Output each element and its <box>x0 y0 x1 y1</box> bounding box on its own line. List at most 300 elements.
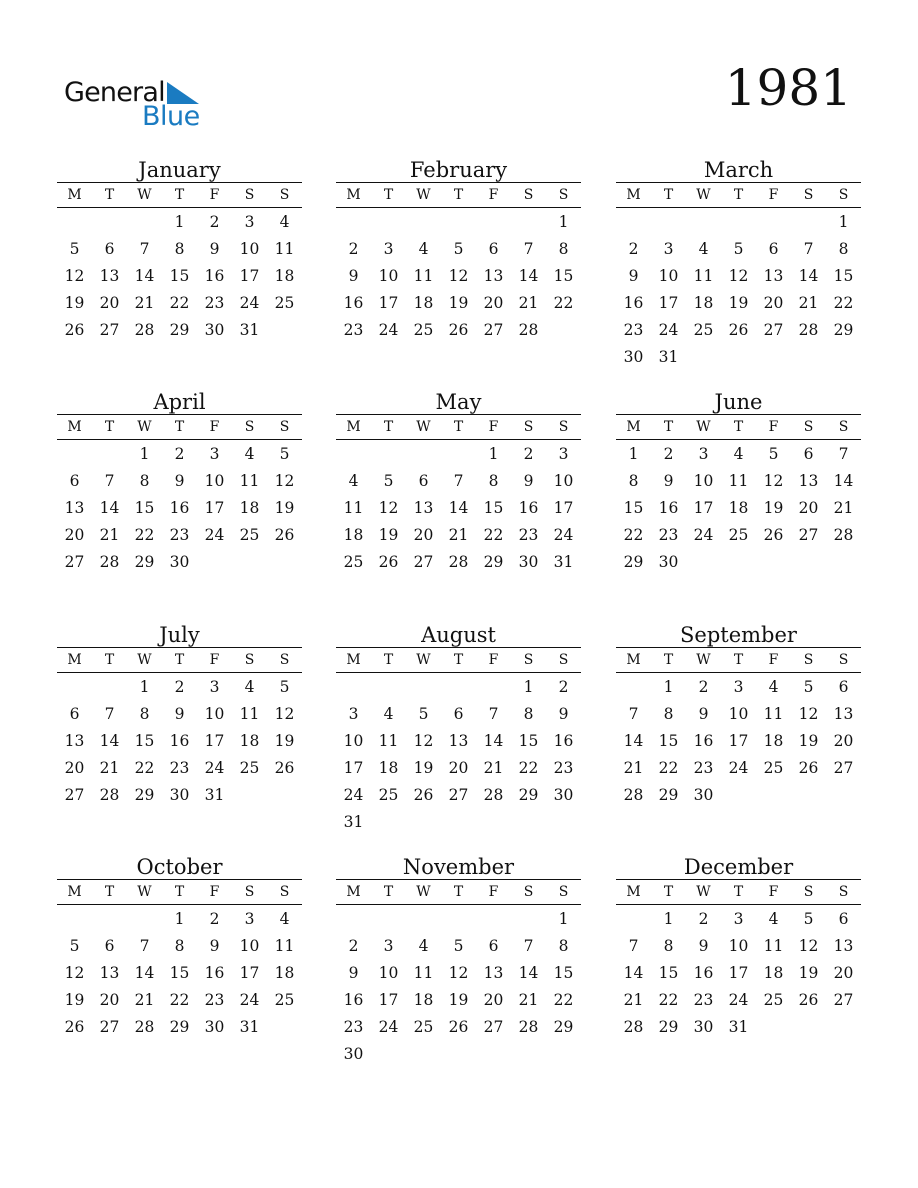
day-cell: 27 <box>64 786 85 804</box>
day-cell: 4 <box>698 240 709 258</box>
day-cell: 9 <box>209 240 220 258</box>
weekday-header: T <box>663 187 674 203</box>
day-cell: 16 <box>553 732 574 750</box>
day-cell: 17 <box>378 991 399 1009</box>
weekday-header: M <box>67 652 82 668</box>
day-cell: 6 <box>838 678 849 696</box>
day-cell: 31 <box>239 321 260 339</box>
weekday-header: S <box>244 419 255 435</box>
day-cell: 21 <box>134 991 155 1009</box>
empty-day-cell <box>127 906 162 933</box>
day-cell: 13 <box>64 499 85 517</box>
day-cell: 19 <box>274 499 295 517</box>
day-cell: 15 <box>553 964 574 982</box>
day-cell: 6 <box>488 240 499 258</box>
day-cell: 22 <box>134 759 155 777</box>
day-cell: 2 <box>348 240 359 258</box>
day-cell: 1 <box>558 910 569 928</box>
day-cell: 16 <box>204 964 225 982</box>
empty-day-cell <box>686 209 721 236</box>
empty-day-cell <box>57 906 92 933</box>
day-cell: 3 <box>244 910 255 928</box>
day-cell: 20 <box>99 991 120 1009</box>
day-cell: 7 <box>139 937 150 955</box>
day-cell: 20 <box>64 759 85 777</box>
month-name: June <box>714 390 763 414</box>
weekday-header: F <box>488 187 499 203</box>
day-cell: 30 <box>204 1018 225 1036</box>
day-grid <box>57 208 302 344</box>
day-cell: 12 <box>378 499 399 517</box>
day-cell: 30 <box>693 786 714 804</box>
day-cell: 24 <box>204 526 225 544</box>
day-cell: 15 <box>169 267 190 285</box>
day-cell: 10 <box>553 472 574 490</box>
empty-day-cell <box>476 674 511 701</box>
day-cell: 21 <box>99 526 120 544</box>
day-cell: 9 <box>698 705 709 723</box>
day-cell: 28 <box>99 553 120 571</box>
day-cell: 24 <box>378 1018 399 1036</box>
day-cell: 23 <box>518 526 539 544</box>
weekday-header-row <box>336 414 581 440</box>
day-cell: 15 <box>658 732 679 750</box>
weekday-header: T <box>383 652 394 668</box>
day-cell: 9 <box>523 472 534 490</box>
day-cell: 27 <box>833 759 854 777</box>
weekday-header: T <box>663 419 674 435</box>
day-cell: 3 <box>383 240 394 258</box>
day-cell: 14 <box>134 964 155 982</box>
day-cell: 20 <box>833 964 854 982</box>
day-cell: 31 <box>204 786 225 804</box>
weekday-header: F <box>488 652 499 668</box>
day-cell: 25 <box>693 321 714 339</box>
month-july <box>57 623 302 809</box>
day-cell: 14 <box>99 732 120 750</box>
day-cell: 27 <box>833 991 854 1009</box>
month-april <box>57 390 302 576</box>
day-cell: 19 <box>274 732 295 750</box>
day-cell: 5 <box>279 678 290 696</box>
weekday-header: T <box>733 419 744 435</box>
day-cell: 2 <box>174 678 185 696</box>
day-cell: 1 <box>663 910 674 928</box>
day-cell: 18 <box>763 732 784 750</box>
day-cell: 30 <box>658 553 679 571</box>
month-november <box>336 855 581 1068</box>
logo-word-general: General <box>64 77 165 108</box>
empty-day-cell <box>57 674 92 701</box>
empty-day-cell <box>406 209 441 236</box>
day-cell: 7 <box>139 240 150 258</box>
day-cell: 3 <box>698 445 709 463</box>
weekday-header: W <box>696 419 711 435</box>
day-cell: 26 <box>728 321 749 339</box>
day-cell: 12 <box>448 267 469 285</box>
day-cell: 13 <box>448 732 469 750</box>
day-cell: 8 <box>174 240 185 258</box>
weekday-header: S <box>803 884 814 900</box>
weekday-header: S <box>279 884 290 900</box>
day-cell: 25 <box>763 991 784 1009</box>
day-cell: 16 <box>693 732 714 750</box>
day-cell: 3 <box>209 678 220 696</box>
day-cell: 28 <box>623 786 644 804</box>
day-cell: 5 <box>453 240 464 258</box>
empty-day-cell <box>616 674 651 701</box>
day-cell: 5 <box>733 240 744 258</box>
day-cell: 26 <box>798 759 819 777</box>
day-cell: 5 <box>279 445 290 463</box>
day-cell: 11 <box>274 937 295 955</box>
day-cell: 30 <box>518 553 539 571</box>
empty-day-cell <box>651 209 686 236</box>
weekday-header: M <box>346 652 361 668</box>
day-cell: 17 <box>553 499 574 517</box>
day-cell: 21 <box>134 294 155 312</box>
day-cell: 1 <box>558 213 569 231</box>
weekday-header: T <box>383 187 394 203</box>
day-cell: 22 <box>833 294 854 312</box>
day-cell: 4 <box>418 240 429 258</box>
day-grid <box>336 440 581 576</box>
weekday-header: M <box>626 884 641 900</box>
day-cell: 12 <box>274 705 295 723</box>
day-cell: 25 <box>343 553 364 571</box>
month-name: January <box>138 158 221 182</box>
day-cell: 30 <box>169 553 190 571</box>
day-cell: 15 <box>623 499 644 517</box>
day-cell: 6 <box>69 705 80 723</box>
day-cell: 4 <box>348 472 359 490</box>
day-cell: 29 <box>658 786 679 804</box>
empty-day-cell <box>406 441 441 468</box>
day-cell: 30 <box>343 1045 364 1063</box>
day-cell: 14 <box>623 732 644 750</box>
weekday-header: T <box>453 884 464 900</box>
logo-word-blue: Blue <box>142 101 200 132</box>
day-cell: 22 <box>553 991 574 1009</box>
day-cell: 27 <box>99 1018 120 1036</box>
empty-day-cell <box>127 209 162 236</box>
day-cell: 9 <box>348 964 359 982</box>
day-cell: 8 <box>558 937 569 955</box>
month-name: April <box>153 390 206 414</box>
day-cell: 7 <box>523 937 534 955</box>
weekday-header: S <box>523 187 534 203</box>
day-cell: 26 <box>763 526 784 544</box>
day-cell: 24 <box>343 786 364 804</box>
day-cell: 28 <box>798 321 819 339</box>
weekday-header: S <box>803 652 814 668</box>
empty-day-cell <box>57 441 92 468</box>
weekday-header: T <box>104 419 115 435</box>
day-cell: 11 <box>343 499 364 517</box>
month-name: September <box>680 623 797 647</box>
weekday-header: T <box>733 187 744 203</box>
month-january <box>57 158 302 344</box>
day-cell: 24 <box>693 526 714 544</box>
day-cell: 23 <box>204 294 225 312</box>
day-cell: 4 <box>244 445 255 463</box>
day-cell: 13 <box>99 267 120 285</box>
day-cell: 11 <box>274 240 295 258</box>
day-cell: 7 <box>803 240 814 258</box>
year-title: 1981 <box>724 59 852 117</box>
day-cell: 28 <box>134 321 155 339</box>
empty-day-cell <box>441 209 476 236</box>
month-june <box>616 390 861 576</box>
day-cell: 28 <box>833 526 854 544</box>
day-cell: 26 <box>448 321 469 339</box>
weekday-header: S <box>838 884 849 900</box>
day-cell: 21 <box>798 294 819 312</box>
empty-day-cell <box>511 209 546 236</box>
day-cell: 12 <box>798 937 819 955</box>
day-cell: 23 <box>623 321 644 339</box>
day-cell: 23 <box>658 526 679 544</box>
day-cell: 18 <box>239 499 260 517</box>
day-cell: 20 <box>483 294 504 312</box>
empty-day-cell <box>371 209 406 236</box>
day-cell: 26 <box>274 526 295 544</box>
day-cell: 11 <box>763 937 784 955</box>
day-cell: 18 <box>413 991 434 1009</box>
weekday-header: S <box>279 652 290 668</box>
day-cell: 26 <box>64 321 85 339</box>
day-cell: 18 <box>274 267 295 285</box>
day-cell: 20 <box>483 991 504 1009</box>
weekday-header: F <box>488 419 499 435</box>
day-cell: 4 <box>244 678 255 696</box>
weekday-header: T <box>174 187 185 203</box>
day-cell: 8 <box>558 240 569 258</box>
day-cell: 14 <box>518 267 539 285</box>
day-cell: 8 <box>663 937 674 955</box>
weekday-header: S <box>244 884 255 900</box>
empty-day-cell <box>336 906 371 933</box>
month-august <box>336 623 581 836</box>
empty-day-cell <box>92 441 127 468</box>
day-cell: 26 <box>413 786 434 804</box>
day-cell: 10 <box>728 705 749 723</box>
day-cell: 18 <box>239 732 260 750</box>
day-cell: 16 <box>658 499 679 517</box>
day-cell: 2 <box>348 937 359 955</box>
day-cell: 29 <box>833 321 854 339</box>
day-cell: 22 <box>658 759 679 777</box>
day-cell: 11 <box>239 705 260 723</box>
day-cell: 26 <box>64 1018 85 1036</box>
day-cell: 12 <box>64 964 85 982</box>
day-cell: 4 <box>383 705 394 723</box>
empty-day-cell <box>371 674 406 701</box>
day-cell: 7 <box>523 240 534 258</box>
day-cell: 13 <box>763 267 784 285</box>
weekday-header: T <box>104 187 115 203</box>
weekday-header: F <box>768 884 779 900</box>
weekday-header: W <box>696 187 711 203</box>
weekday-header: T <box>663 884 674 900</box>
day-cell: 6 <box>418 472 429 490</box>
day-cell: 9 <box>209 937 220 955</box>
weekday-header: W <box>416 652 431 668</box>
month-name: May <box>435 390 482 414</box>
day-cell: 2 <box>663 445 674 463</box>
day-cell: 17 <box>239 964 260 982</box>
day-cell: 14 <box>448 499 469 517</box>
day-cell: 8 <box>663 705 674 723</box>
day-cell: 2 <box>558 678 569 696</box>
weekday-header: T <box>453 419 464 435</box>
day-cell: 6 <box>803 445 814 463</box>
weekday-header-row <box>57 879 302 905</box>
day-cell: 27 <box>798 526 819 544</box>
day-cell: 28 <box>623 1018 644 1036</box>
day-cell: 22 <box>134 526 155 544</box>
month-name: August <box>421 623 496 647</box>
day-cell: 12 <box>448 964 469 982</box>
day-cell: 18 <box>378 759 399 777</box>
day-cell: 11 <box>413 964 434 982</box>
day-cell: 1 <box>139 678 150 696</box>
month-name: July <box>159 623 200 647</box>
weekday-header: M <box>346 187 361 203</box>
weekday-header: F <box>768 652 779 668</box>
day-cell: 23 <box>169 759 190 777</box>
empty-day-cell <box>371 441 406 468</box>
day-grid <box>616 673 861 809</box>
day-cell: 25 <box>378 786 399 804</box>
day-cell: 29 <box>169 1018 190 1036</box>
weekday-header: M <box>626 187 641 203</box>
empty-day-cell <box>336 674 371 701</box>
day-cell: 13 <box>833 937 854 955</box>
day-cell: 23 <box>343 1018 364 1036</box>
day-cell: 20 <box>413 526 434 544</box>
day-cell: 7 <box>628 705 639 723</box>
weekday-header-row <box>336 182 581 208</box>
day-cell: 14 <box>798 267 819 285</box>
day-cell: 19 <box>798 732 819 750</box>
weekday-header: S <box>523 419 534 435</box>
weekday-header: W <box>696 652 711 668</box>
day-cell: 9 <box>348 267 359 285</box>
day-cell: 22 <box>518 759 539 777</box>
day-cell: 8 <box>628 472 639 490</box>
day-cell: 29 <box>134 553 155 571</box>
day-cell: 16 <box>343 991 364 1009</box>
day-cell: 21 <box>623 759 644 777</box>
weekday-header: S <box>279 187 290 203</box>
weekday-header: W <box>696 884 711 900</box>
day-cell: 18 <box>763 964 784 982</box>
weekday-header: W <box>416 187 431 203</box>
day-cell: 30 <box>623 348 644 366</box>
day-cell: 9 <box>663 472 674 490</box>
day-cell: 7 <box>104 705 115 723</box>
day-cell: 2 <box>698 678 709 696</box>
day-cell: 15 <box>169 964 190 982</box>
day-cell: 6 <box>453 705 464 723</box>
day-cell: 5 <box>418 705 429 723</box>
day-cell: 30 <box>169 786 190 804</box>
day-cell: 7 <box>488 705 499 723</box>
day-cell: 8 <box>139 705 150 723</box>
day-cell: 20 <box>763 294 784 312</box>
weekday-header: W <box>416 884 431 900</box>
day-cell: 19 <box>378 526 399 544</box>
day-cell: 24 <box>239 294 260 312</box>
day-cell: 5 <box>453 937 464 955</box>
empty-day-cell <box>756 209 791 236</box>
day-cell: 14 <box>483 732 504 750</box>
day-cell: 1 <box>139 445 150 463</box>
day-cell: 29 <box>553 1018 574 1036</box>
day-cell: 16 <box>518 499 539 517</box>
day-cell: 4 <box>768 678 779 696</box>
month-name: February <box>409 158 508 182</box>
empty-day-cell <box>406 906 441 933</box>
weekday-header: S <box>558 187 569 203</box>
weekday-header: S <box>523 884 534 900</box>
day-cell: 12 <box>798 705 819 723</box>
empty-day-cell <box>511 906 546 933</box>
day-cell: 13 <box>64 732 85 750</box>
day-cell: 21 <box>518 991 539 1009</box>
weekday-header: T <box>733 884 744 900</box>
day-cell: 20 <box>448 759 469 777</box>
day-cell: 28 <box>448 553 469 571</box>
day-cell: 22 <box>553 294 574 312</box>
day-cell: 23 <box>553 759 574 777</box>
day-cell: 4 <box>418 937 429 955</box>
day-cell: 17 <box>343 759 364 777</box>
day-cell: 20 <box>798 499 819 517</box>
day-cell: 6 <box>104 240 115 258</box>
weekday-header: S <box>838 419 849 435</box>
day-cell: 31 <box>658 348 679 366</box>
day-cell: 12 <box>274 472 295 490</box>
day-cell: 25 <box>274 294 295 312</box>
day-cell: 13 <box>483 267 504 285</box>
day-cell: 12 <box>64 267 85 285</box>
day-cell: 11 <box>378 732 399 750</box>
day-cell: 19 <box>728 294 749 312</box>
day-cell: 21 <box>448 526 469 544</box>
day-cell: 3 <box>244 213 255 231</box>
day-cell: 4 <box>768 910 779 928</box>
empty-day-cell <box>791 209 826 236</box>
day-cell: 23 <box>169 526 190 544</box>
day-cell: 5 <box>768 445 779 463</box>
weekday-header: F <box>209 419 220 435</box>
day-cell: 18 <box>274 964 295 982</box>
day-cell: 1 <box>838 213 849 231</box>
month-march <box>616 158 861 371</box>
day-cell: 9 <box>698 937 709 955</box>
day-cell: 12 <box>413 732 434 750</box>
day-cell: 17 <box>693 499 714 517</box>
day-cell: 4 <box>279 910 290 928</box>
weekday-header: M <box>626 652 641 668</box>
day-cell: 3 <box>733 910 744 928</box>
day-cell: 27 <box>413 553 434 571</box>
weekday-header: W <box>137 884 152 900</box>
day-cell: 22 <box>623 526 644 544</box>
weekday-header: F <box>768 187 779 203</box>
